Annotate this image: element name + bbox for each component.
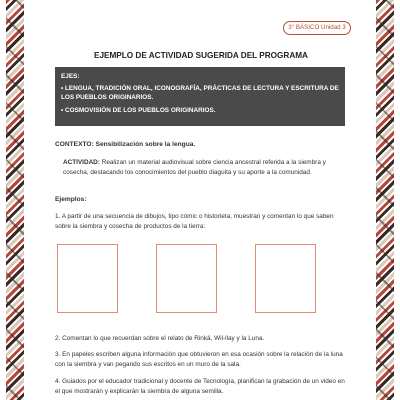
decorative-border-right-overlay: [376, 0, 394, 400]
drawing-box: [57, 244, 118, 313]
drawing-box: [156, 244, 217, 313]
ejes-item: • LENGUA, TRADICIÓN ORAL, ICONOGRAFÍA, PRÁCTICAS DE LECTURA Y ESCRITURA DE LOS PUEBLOS ORIGINARIOS.: [61, 85, 339, 101]
example-paragraph-4: 4. Guiados por el educador tradicional y docente de Tecnología, planifican la grabación de un video en el que mostrarán y explicarán la siembra de alguna semilla.: [55, 378, 345, 395]
actividad-label: ACTIVIDAD:: [63, 159, 100, 166]
decorative-border-left-overlay: [6, 0, 24, 400]
ejes-item: • COSMOVISIÓN DE LOS PUEBLOS ORIGINARIOS.: [61, 107, 216, 114]
ejes-heading: EJES:: [61, 73, 80, 80]
example-paragraph-1: 1. A partir de una secuencia de dibujos, tipo cómic o historieta, muestran y comentan lo que saben sobre la siembra y cosecha de productos de la tierra:: [55, 213, 334, 230]
contexto-text: Sensibilización sobre la lengua.: [93, 141, 196, 148]
contexto-line: [55, 141, 345, 148]
drawing-box: [255, 244, 316, 313]
actividad-text: Realizan un material audiovisual sobre ciencia ancestral referida a la siembra y cosecha, destacando los conocimientos del pueblo diaguita y su aporte a la comunidad.: [63, 159, 326, 176]
page-title: EJEMPLO DE ACTIVIDAD SUGERIDA DEL PROGRAMA: [94, 51, 308, 60]
example-paragraph-3: 3. En papeles escriben alguna información que obtuvieron en esa ocasión sobre la relación de la luna con la siembra y van pegando sus escritos en un muro de la sala.: [55, 351, 343, 368]
example-paragraph-2: 2. Comentan lo que recuerdan sobre el relato de Rinkä, Wil-llay y la Luna.: [55, 335, 265, 342]
contexto-label: CONTEXTO:: [55, 141, 94, 148]
ejemplos-heading: Ejemplos:: [55, 196, 87, 203]
ejes-box: [55, 67, 345, 126]
grade-unit-badge: 3° BÁSICO Unidad 3: [283, 21, 351, 35]
actividad-paragraph: [55, 158, 345, 177]
